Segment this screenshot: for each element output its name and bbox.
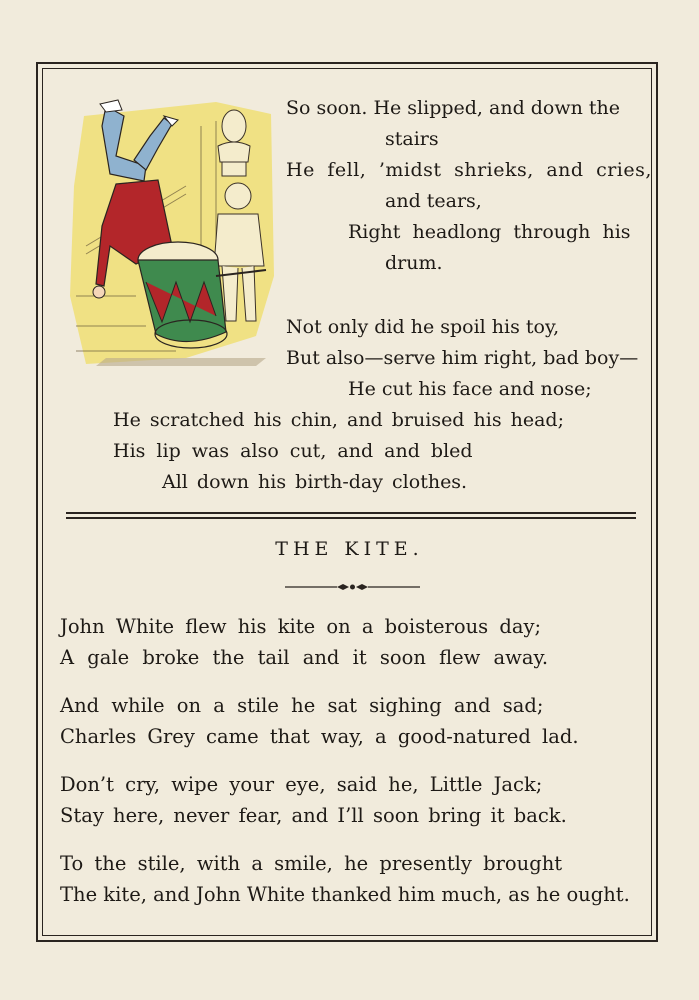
poem-line: His lip was also cut, and and bled	[113, 440, 473, 462]
boy-falling-on-drum-illustration	[66, 96, 276, 368]
poem-line: Charles Grey came that way, a good-natured lad.	[60, 725, 579, 748]
poem-line: Right headlong through his	[348, 221, 631, 243]
poem-line: A gale broke the tail and it soon flew away.	[60, 646, 549, 669]
poem-line: and tears,	[385, 190, 482, 212]
poem-line: To the stile, with a smile, he presently brought	[60, 852, 563, 875]
poem-line: He scratched his chin, and bruised his head;	[113, 409, 564, 431]
poem-line: So soon. He slipped, and down the	[286, 97, 621, 119]
section-divider	[66, 512, 636, 514]
poem-line: Not only did he spoil his toy,	[286, 316, 560, 338]
section-title: THE KITE.	[275, 538, 424, 560]
poem-line: John White flew his kite on a boisterous day;	[60, 615, 542, 638]
section-divider	[66, 517, 636, 519]
poem-line: And while on a stile he sat sighing and sad;	[60, 694, 544, 717]
poem-line: drum.	[385, 252, 443, 274]
poem-line: Stay here, never fear, and I’ll soon bring it back.	[60, 804, 567, 827]
poem-line: But also—serve him right, bad boy—	[286, 347, 639, 369]
poem-line: The kite, and John White thanked him much, as he ought.	[60, 883, 630, 906]
poem-line: He cut his face and nose;	[348, 378, 592, 400]
poem-line: He fell, ’midst shrieks, and cries,	[286, 159, 652, 181]
ornament-divider	[285, 580, 420, 594]
poem-line: Don’t cry, wipe your eye, said he, Little Jack;	[60, 773, 543, 796]
poem-line: All down his birth-day clothes.	[162, 471, 468, 493]
poem-line: stairs	[385, 128, 439, 150]
